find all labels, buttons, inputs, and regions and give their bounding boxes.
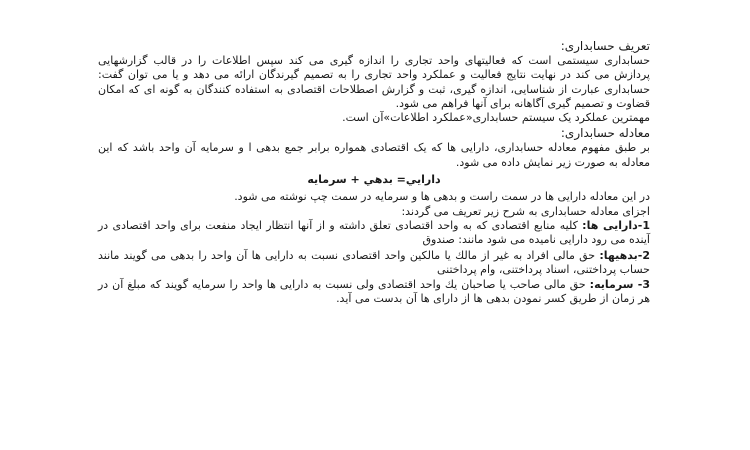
liabilities-term: 2-بدهیها: [599, 248, 650, 262]
equity-term: 3- سرمایه: [589, 278, 650, 292]
equation-explanation: در این معادله دارایی ها در سمت راست و بدهی ها و سرمایه در سمت چپ نوشته می شود. [234, 190, 650, 204]
component-assets [98, 219, 650, 248]
assets-term: 1-دارایی ها: [582, 218, 650, 232]
definition-note: مهمترین عملکرد یک سیستم حسابداری«عملکرد اطلاعات»آن است. [342, 111, 650, 125]
equation-heading: معادله حسابداری: [560, 126, 650, 141]
accounting-formula: دارايي= بدهي + سرمايه [307, 173, 441, 187]
components-intro: اجزای معادله حسابداری به شرح زیر تعریف می گردند: [401, 204, 650, 218]
liabilities-text: حق مالی افراد به غیر از مالك یا مالکین واحد اقتصادی نسبت به دارایی ها آن واحد را بدهی می گویند مانند حساب پرداختنی، اسناد پرداختنی، وام پرداختنی [98, 248, 650, 276]
assets-text: کلیه منابع اقتصادی که به واحد اقتصادی تعلق داشته و از آنها انتظار ایجاد منفعت برای واحد اقتصادی در آینده می رود دارایی نامیده می شود مانند: صندوق [98, 218, 650, 247]
equity-text: حق مالی صاحب یا صاحبان یك واحد اقتصادی ولی نسبت به دارایی ها واحد را سرمایه گویند که مبلغ آن در هر زمان از طریق کسر نمودن بدهی ها از دارای ها آن بدست می آید. [98, 278, 650, 306]
component-equity [98, 278, 650, 307]
definition-heading: تعریف حسابداری: [560, 39, 650, 53]
equation-intro: بر طبق مفهوم معادله حسابداری، دارایی ها که یک اقتصادی همواره برابر جمع بدهی ا و سرمایه آن واحد باشد که این معادله به صورت زیر نمایش داده می شود. [98, 141, 650, 169]
definition-paragraph: حسابداری سیستمی است که فعالیتهای واحد تجاری را اندازه گیری می کند سپس اطلاعات را در قالب گزارشهایی پردازش می کند در نهایت نتایج فعالیت و عملکرد واحد تجاری را به تصمیم گیرندگان ارائه می دهد و یا می توان گفت: حسابداری عبارت از شناسایی، اندازه گیری، ثبت و گزارش اصطلاحات اقتصادی به استفاده کنندگان به گونه ای که امکان قضاوت و تصمیم گیری آگاهانه برای آنها فراهم می شود. [98, 54, 650, 110]
document-body [98, 38, 650, 307]
component-liabilities [98, 249, 650, 278]
